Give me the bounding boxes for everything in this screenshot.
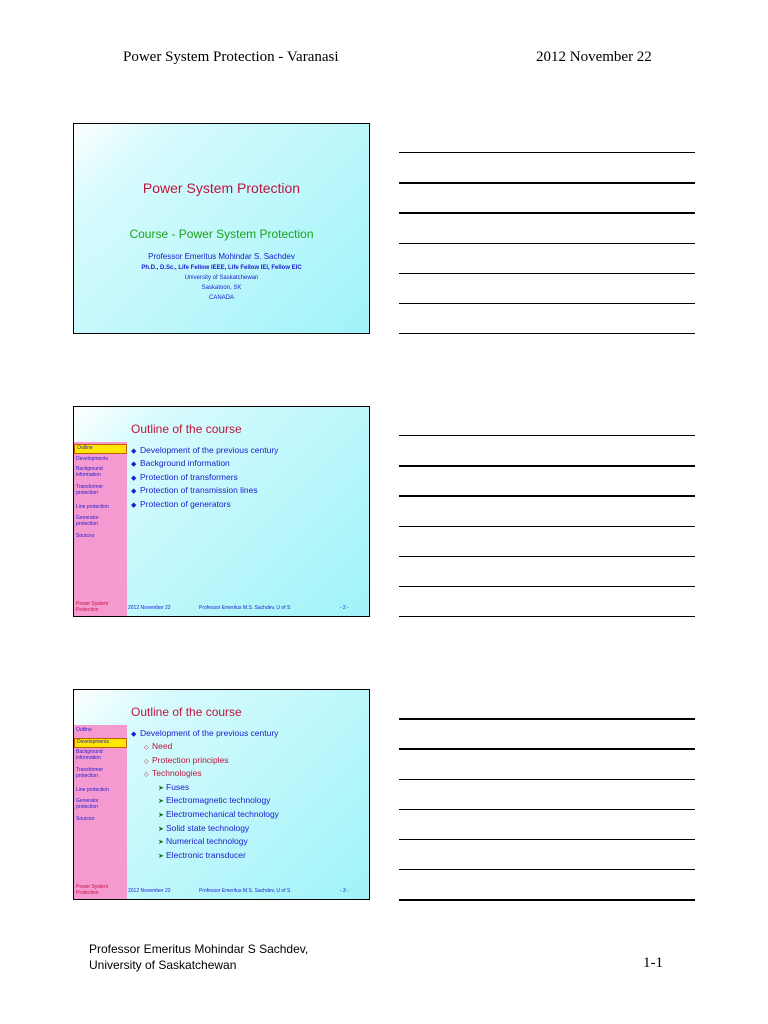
sidebar-item-line-protection[interactable]: Line protection xyxy=(76,787,109,793)
slide-1 xyxy=(73,123,370,334)
document-date: 2012 November 22 xyxy=(536,49,652,65)
hollow-diamond-icon: ◇ xyxy=(144,759,149,765)
sub-sub-bullet-item: ➤ Solid state technology xyxy=(158,823,250,833)
diamond-bullet-icon: ◆ xyxy=(131,475,137,482)
sidebar-item-sources[interactable]: Sources xyxy=(76,816,95,822)
arrow-bullet-icon: ➤ xyxy=(158,853,164,860)
sidebar-item-developments[interactable]: Developments xyxy=(76,456,108,462)
sub-sub-bullet-item: ➤ Electromechanical technology xyxy=(158,809,279,819)
sidebar xyxy=(74,442,127,616)
sidebar-item-transformer[interactable]: Transformer protection xyxy=(76,484,104,496)
bullet-item: ◆ Protection of transformers xyxy=(131,472,238,482)
diamond-bullet-icon: ◆ xyxy=(131,731,137,738)
note-line xyxy=(399,333,695,334)
sidebar-item-outline[interactable]: Outline xyxy=(76,727,92,733)
note-line xyxy=(399,869,695,870)
slide-title: Outline of the course xyxy=(131,422,242,436)
sub-sub-bullet-item: ➤ Fuses xyxy=(158,782,190,792)
diamond-bullet-icon: ◆ xyxy=(131,502,137,509)
professor-name: Professor Emeritus Mohindar S. Sachdev xyxy=(148,252,295,261)
note-line xyxy=(399,779,695,780)
note-line xyxy=(399,273,695,274)
slide-2 xyxy=(73,406,370,617)
note-line xyxy=(399,586,695,587)
sub-sub-bullet-item: ➤ Electronic transducer xyxy=(158,850,246,860)
note-line xyxy=(399,839,695,840)
diamond-bullet-icon: ◆ xyxy=(131,461,137,468)
sub-bullet-item: ◇ Need xyxy=(144,741,173,751)
slide-footer-date: 2012 November 22 xyxy=(128,605,171,611)
sub-sub-bullet-item: ➤ Numerical technology xyxy=(158,836,248,846)
bullet-item: ◆ Development of the previous century xyxy=(131,445,279,455)
city: Saskatoon, SK xyxy=(201,285,242,291)
note-line xyxy=(399,526,695,527)
arrow-bullet-icon: ➤ xyxy=(158,798,164,805)
university: University of Saskatchewan xyxy=(184,275,259,281)
sub-bullet-item: ◇ Technologies xyxy=(144,768,202,778)
note-line xyxy=(399,435,695,436)
sidebar xyxy=(74,725,127,899)
page-footer xyxy=(89,941,308,973)
sub-bullet-item: ◇ Protection principles xyxy=(144,755,229,765)
sidebar-item-generator[interactable]: Generator protection xyxy=(76,515,99,527)
note-line xyxy=(399,899,695,901)
slide-footer-date: 2012 November 22 xyxy=(128,888,171,894)
note-line xyxy=(399,303,695,304)
note-line xyxy=(399,718,695,720)
professor-credentials: Ph.D., D.Sc., Life Fellow IEEE, Life Fellow IEI, Fellow EIC xyxy=(141,265,302,271)
slide-title: Power System Protection xyxy=(142,180,301,196)
note-line xyxy=(399,212,695,214)
slide-footer-author: Professor Emeritus M.S. Sachdev, U of S xyxy=(199,888,291,894)
bullet-item: ◆ Background information xyxy=(131,458,230,468)
diamond-bullet-icon: ◆ xyxy=(131,488,137,495)
hollow-diamond-icon: ◇ xyxy=(144,772,149,778)
course-title: Course - Power System Protection xyxy=(129,227,314,241)
bullet-item: ◆ Development of the previous century xyxy=(131,728,279,738)
sidebar-item-background[interactable]: Background information xyxy=(76,466,103,478)
sidebar-footer: Power System Protection xyxy=(76,884,109,896)
page-number: 1-1 xyxy=(643,955,663,971)
sub-sub-bullet-item: ➤ Electromagnetic technology xyxy=(158,795,271,805)
sidebar-item-transformer[interactable]: Transformer protection xyxy=(76,767,104,779)
note-line xyxy=(399,495,695,497)
arrow-bullet-icon: ➤ xyxy=(158,826,164,833)
footer-institution: University of Saskatchewan xyxy=(89,958,237,972)
slide-title: Outline of the course xyxy=(131,705,242,719)
note-line xyxy=(399,152,695,153)
note-line xyxy=(399,556,695,557)
sidebar-item-generator[interactable]: Generator protection xyxy=(76,798,99,810)
note-line xyxy=(399,465,695,467)
sidebar-item-sources[interactable]: Sources xyxy=(76,533,95,539)
note-line xyxy=(399,616,695,617)
note-line xyxy=(399,748,695,750)
arrow-bullet-icon: ➤ xyxy=(158,785,164,792)
sidebar-item-line-protection[interactable]: Line protection xyxy=(76,504,109,510)
bullet-item: ◆ Protection of generators xyxy=(131,499,231,509)
note-line xyxy=(399,182,695,184)
country: CANADA xyxy=(208,295,234,301)
document-title: Power System Protection - Varanasi xyxy=(123,49,339,65)
diamond-bullet-icon: ◆ xyxy=(131,448,137,455)
sidebar-footer: Power System Protection xyxy=(76,601,109,613)
slide-page-number: - 2 - xyxy=(340,605,349,611)
slide-footer-author: Professor Emeritus M.S. Sachdev, U of S xyxy=(199,605,291,611)
arrow-bullet-icon: ➤ xyxy=(158,839,164,846)
note-line xyxy=(399,809,695,810)
sidebar-item-background[interactable]: Background information xyxy=(76,749,103,761)
slide-page-number: - 3 - xyxy=(340,888,349,894)
note-line xyxy=(399,243,695,244)
hollow-diamond-icon: ◇ xyxy=(144,745,149,751)
footer-author: Professor Emeritus Mohindar S Sachdev, xyxy=(89,942,309,956)
sidebar-item-outline[interactable]: Outline xyxy=(74,444,127,454)
slide-3 xyxy=(73,689,370,900)
arrow-bullet-icon: ➤ xyxy=(158,812,164,819)
bullet-item: ◆ Protection of transmission lines xyxy=(131,485,258,495)
sidebar-item-developments[interactable]: Developments xyxy=(74,738,127,748)
